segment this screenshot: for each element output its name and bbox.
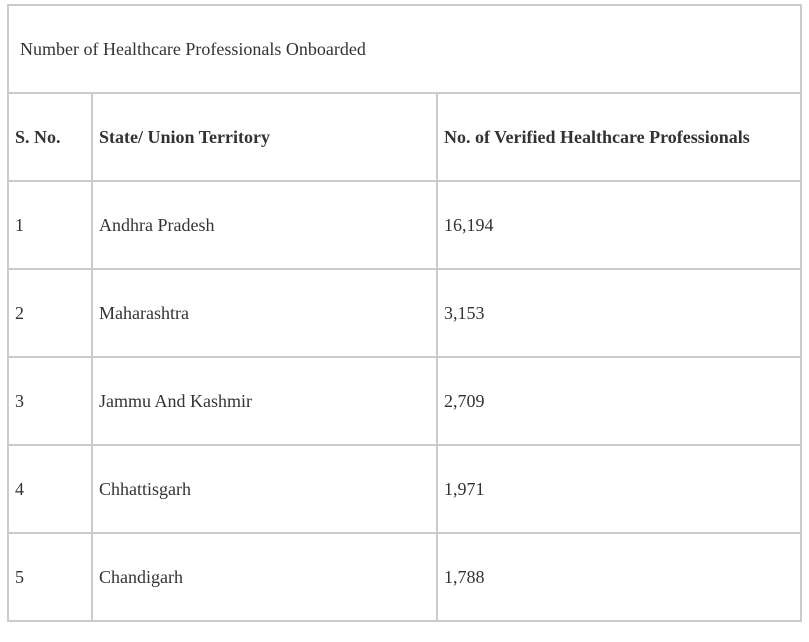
cell-serial-number: 4 xyxy=(8,445,92,533)
cell-verified-count: 1,788 xyxy=(437,533,801,621)
cell-verified-count: 3,153 xyxy=(437,269,801,357)
cell-serial-number: 3 xyxy=(8,357,92,445)
table-header-row xyxy=(8,93,801,181)
table-row xyxy=(8,357,801,445)
cell-serial-number: 2 xyxy=(8,269,92,357)
header-serial-number: S. No. xyxy=(8,93,92,181)
cell-serial-number: 5 xyxy=(8,533,92,621)
cell-verified-count: 16,194 xyxy=(437,181,801,269)
header-verified-count: No. of Verified Healthcare Professionals xyxy=(437,93,801,181)
header-state: State/ Union Territory xyxy=(92,93,437,181)
table-row xyxy=(8,445,801,533)
table-title-row xyxy=(8,5,801,93)
cell-state: Maharashtra xyxy=(92,269,437,357)
cell-state: Chhattisgarh xyxy=(92,445,437,533)
cell-verified-count: 2,709 xyxy=(437,357,801,445)
cell-state: Andhra Pradesh xyxy=(92,181,437,269)
cell-verified-count: 1,971 xyxy=(437,445,801,533)
healthcare-professionals-table xyxy=(7,4,802,622)
table-title: Number of Healthcare Professionals Onboarded xyxy=(8,5,801,93)
cell-state: Jammu And Kashmir xyxy=(92,357,437,445)
table-row xyxy=(8,269,801,357)
cell-state: Chandigarh xyxy=(92,533,437,621)
table-row xyxy=(8,533,801,621)
table-row xyxy=(8,181,801,269)
cell-serial-number: 1 xyxy=(8,181,92,269)
